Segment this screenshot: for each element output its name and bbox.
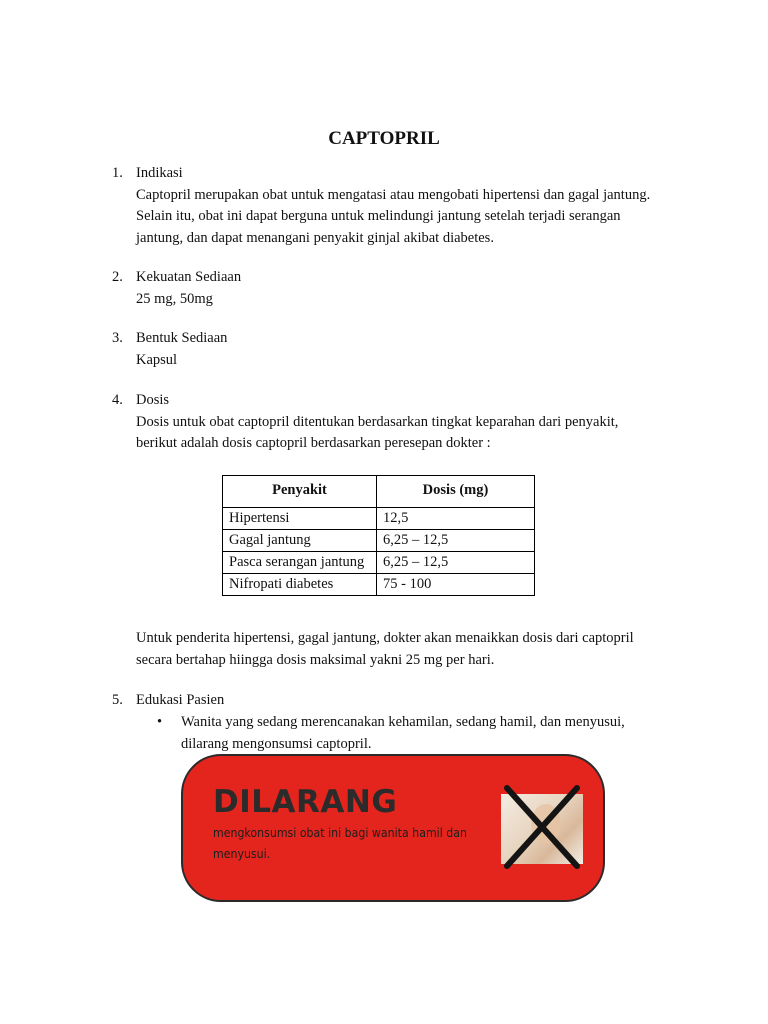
column-header: Penyakit bbox=[223, 476, 377, 508]
body-line: secara bertahap hiingga dosis maksimal yakni 25 mg per hari. bbox=[136, 651, 495, 668]
table-header-row bbox=[223, 476, 535, 508]
bullet-line: Wanita yang sedang merencanakan kehamilan, sedang hamil, dan menyusui, bbox=[181, 714, 625, 730]
bullet-icon: • bbox=[157, 714, 163, 730]
body-line: Selain itu, obat ini dapat berguna untuk melindungi jantung setelah terjadi serangan bbox=[136, 208, 621, 224]
section-indikasi bbox=[112, 163, 692, 249]
table-cell: 12,5 bbox=[377, 508, 535, 530]
banner-subtitle bbox=[213, 822, 468, 864]
table-cell: Nifropati diabetes bbox=[223, 574, 377, 596]
body-line: berikut adalah dosis captopril berdasarkan peresepan dokter : bbox=[136, 435, 491, 451]
table-cell: 6,25 – 12,5 bbox=[377, 552, 535, 574]
warning-banner bbox=[181, 754, 605, 902]
table-cell: Hipertensi bbox=[223, 508, 377, 530]
section-bentuk-sediaan bbox=[112, 328, 692, 371]
section-number: 3. bbox=[112, 330, 123, 346]
table-cell: Pasca serangan jantung bbox=[223, 552, 377, 574]
body-line: Dosis untuk obat captopril ditentukan berdasarkan tingkat keparahan dari penyakit, bbox=[136, 413, 619, 430]
banner-subtitle-line: mengkonsumsi obat ini bagi wanita hamil dan bbox=[213, 825, 467, 840]
section-heading: Dosis bbox=[136, 392, 170, 408]
body-line: 25 mg, 50mg bbox=[136, 290, 213, 307]
section-heading: Kekuatan Sediaan bbox=[136, 269, 242, 285]
section-dosis bbox=[112, 390, 692, 455]
table-cell: Gagal jantung bbox=[223, 530, 377, 552]
table-row bbox=[223, 530, 535, 552]
section-number: 1. bbox=[112, 165, 123, 181]
dosis-note bbox=[136, 628, 696, 671]
section-number: 2. bbox=[112, 269, 123, 285]
body-line: Kapsul bbox=[136, 351, 178, 368]
section-heading: Edukasi Pasien bbox=[136, 692, 225, 708]
banner-title: DILARANG bbox=[213, 784, 398, 820]
bullet-line: dilarang mengonsumsi captopril. bbox=[181, 735, 372, 752]
dose-table bbox=[222, 475, 535, 596]
section-heading: Indikasi bbox=[136, 165, 183, 181]
column-header: Dosis (mg) bbox=[377, 476, 535, 508]
table-cell: 6,25 – 12,5 bbox=[377, 530, 535, 552]
body-line: Untuk penderita hipertensi, gagal jantung, dokter akan menaikkan dosis dari captopril bbox=[136, 630, 634, 646]
section-number: 4. bbox=[112, 392, 123, 408]
body-line: jantung, dan dapat menangani penyakit ginjal akibat diabetes. bbox=[136, 229, 494, 246]
section-number: 5. bbox=[112, 692, 123, 708]
section-kekuatan-sediaan bbox=[112, 267, 692, 310]
page-title: CAPTOPRIL bbox=[328, 128, 440, 149]
section-edukasi-pasien bbox=[112, 690, 692, 712]
bullet-item bbox=[157, 712, 677, 755]
table-row bbox=[223, 574, 535, 596]
table-cell: 75 - 100 bbox=[377, 574, 535, 596]
section-heading: Bentuk Sediaan bbox=[136, 330, 228, 346]
table-row bbox=[223, 508, 535, 530]
body-line: Captopril merupakan obat untuk mengatasi atau mengobati hipertensi dan gagal jantung. bbox=[136, 186, 651, 203]
cross-out-icon bbox=[501, 782, 583, 872]
banner-subtitle-line: menyusui. bbox=[213, 846, 271, 861]
table-row bbox=[223, 552, 535, 574]
